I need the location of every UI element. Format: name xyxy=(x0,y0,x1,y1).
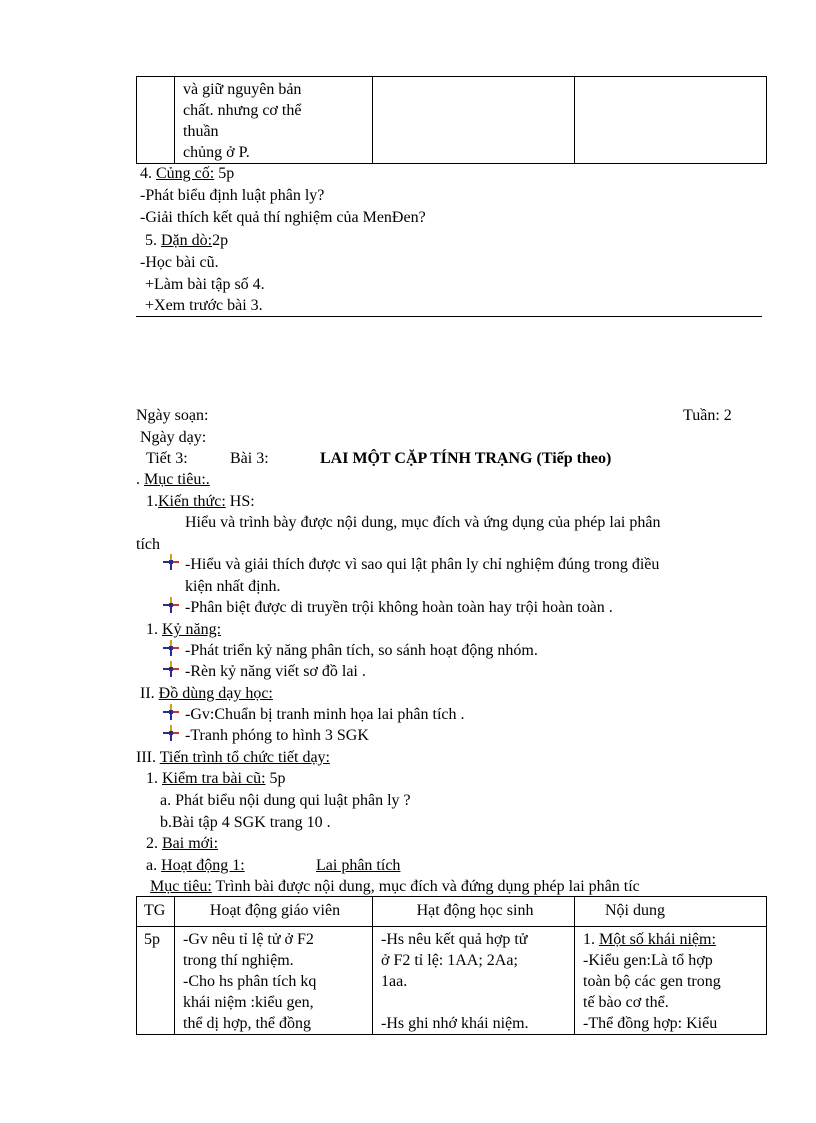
cell-line: khái niệm :kiểu gen, xyxy=(183,994,314,1011)
dando-item: +Xem trước bài 3. xyxy=(145,297,263,314)
check-heading: 1. Kiểm tra bài cũ: 5p xyxy=(146,770,286,787)
cungco-item: -Giải thích kết quả thí nghiệm của MenĐen? xyxy=(140,209,426,226)
skills-bullet: -Rèn kỷ năng viết sơ đồ lai . xyxy=(185,663,366,680)
cell-line: -Thể đồng hợp: Kiểu xyxy=(583,1015,718,1032)
check-item: a. Phát biểu nội dung qui luật phân ly ? xyxy=(160,792,411,809)
activity-heading: a. Hoạt động 1: xyxy=(146,857,245,874)
check-time: 5p xyxy=(269,770,286,787)
knowledge-bullet: -Hiểu và giải thích được vì sao qui lật phân ly chỉ nghiệm đúng trong điều xyxy=(185,556,660,573)
table-cell-content xyxy=(575,927,767,1035)
lesson-title: LAI MỘT CẶP TÍNH TRẠNG (Tiếp theo) xyxy=(320,450,612,467)
section-divider xyxy=(136,316,762,317)
check-item: b.Bài tập 4 SGK trang 10 . xyxy=(160,814,331,831)
table-cell-student xyxy=(373,77,575,164)
dando-item: -Học bài cũ. xyxy=(140,254,219,271)
cell-line: toàn bộ các gen trong xyxy=(583,973,721,990)
content-heading: 1. Một số khái niệm: xyxy=(583,931,716,948)
table-cell-student xyxy=(373,927,575,1035)
cell-gap xyxy=(381,992,569,1013)
tiet-label: Tiết 3: xyxy=(146,450,188,467)
arrow-bullet-icon xyxy=(163,597,179,613)
cell-line: -Hs nêu kết quả hợp tử xyxy=(381,931,528,948)
knowledge-bullet-cont: kiện nhất định. xyxy=(185,578,281,595)
cell-line: -Kiểu gen:Là tổ hợp xyxy=(583,952,713,969)
table-cell-teacher xyxy=(175,77,373,164)
materials-bullet: -Tranh phóng to hình 3 SGK xyxy=(185,727,369,744)
skills-heading: 1. Kỷ năng: xyxy=(146,621,222,638)
cungco-item: -Phát biểu định luật phân ly? xyxy=(140,187,325,204)
cell-line: tế bào cơ thể. xyxy=(583,994,669,1011)
new-lesson-heading: 2. Bai mới: xyxy=(146,835,219,852)
activity-name: Lai phân tích xyxy=(316,857,401,874)
table-cell-time: 5p xyxy=(137,927,175,1035)
cell-line: chủng ở P. xyxy=(183,144,250,161)
table-cell-content xyxy=(575,77,767,164)
knowledge-bullet: -Phân biệt được di truyền trội không hoàn toàn hay trội hoàn toàn . xyxy=(185,599,613,616)
cell-line: trong thí nghiệm. xyxy=(183,952,294,969)
activity-goal-label: Mục tiêu: xyxy=(150,878,212,895)
objectives-heading: . Mục tiêu:. xyxy=(136,471,210,488)
knowledge-title: Kiến thức: xyxy=(158,493,226,510)
lesson-title-suffix: (Tiếp theo) xyxy=(536,450,612,467)
tuan-label: Tuần: 2 xyxy=(683,407,732,424)
cungco-time: 5p xyxy=(218,165,235,182)
cell-line: -Cho hs phân tích kq xyxy=(183,973,317,990)
cell-line: thuần xyxy=(183,123,219,140)
arrow-bullet-icon xyxy=(163,661,179,677)
new-lesson-title: Bai mới: xyxy=(162,835,219,852)
dando-item: +Làm bài tập số 4. xyxy=(145,276,265,293)
arrow-bullet-icon xyxy=(163,640,179,656)
activity-table xyxy=(136,896,767,1035)
activity-goal-text: Trình bài được nội dung, mục đích và đứng dụng phép lai phân tíc xyxy=(211,878,640,895)
dando-heading: 5. Dặn dò:2p xyxy=(145,232,229,249)
cell-line: -Gv nêu tỉ lệ tử ở F2 xyxy=(183,931,314,948)
cungco-heading: 4. Củng cố: 5p xyxy=(140,165,235,182)
arrow-bullet-icon xyxy=(163,725,179,741)
knowledge-intro-cont: tích xyxy=(136,536,160,553)
knowledge-intro: Hiểu và trình bày được nội dung, mục đích và ứng dụng của phép lai phân xyxy=(185,514,661,531)
continuation-table xyxy=(136,76,767,164)
table-header-teacher: Hoạt động giáo viên xyxy=(175,897,373,927)
arrow-bullet-icon xyxy=(163,704,179,720)
cungco-title: Củng cố: xyxy=(156,165,215,182)
check-title: Kiểm tra bài cũ: xyxy=(162,770,266,787)
table-cell-time xyxy=(137,77,175,164)
table-cell-teacher xyxy=(175,927,373,1035)
process-heading: III. Tiến trình tổ chức tiết dạy: xyxy=(136,749,330,766)
cell-line: 1aa. xyxy=(381,973,408,990)
skills-bullet: -Phát triển kỷ năng phân tích, so sánh hoạt động nhóm. xyxy=(185,642,538,659)
table-header-student: Hạt động học sinh xyxy=(373,897,575,927)
table-header-time: TG xyxy=(137,897,175,927)
activity-title: Hoạt động 1: xyxy=(161,857,245,874)
materials-bullet: -Gv:Chuẩn bị tranh minh họa lai phân tích . xyxy=(185,706,465,723)
cell-line: -Hs ghi nhớ khái niệm. xyxy=(381,1015,529,1032)
skills-title: Kỷ năng: xyxy=(162,621,222,638)
cell-line: ở F2 tỉ lệ: 1AA; 2Aa; xyxy=(381,952,518,969)
ngay-soan: Ngày soạn: xyxy=(136,407,209,424)
knowledge-heading: 1.Kiến thức: HS: xyxy=(146,493,255,510)
table-header-content: Nội dung xyxy=(575,897,767,927)
ngay-day: Ngày dạy: xyxy=(140,429,207,446)
cell-line: chất. nhưng cơ thể xyxy=(183,102,302,119)
materials-title: Đồ dùng dạy học: xyxy=(158,685,273,702)
dando-title: Dặn dò: xyxy=(161,232,213,249)
arrow-bullet-icon xyxy=(163,554,179,570)
activity-goal xyxy=(150,876,640,897)
cell-line: và giữ nguyên bản xyxy=(183,81,302,98)
process-title: Tiến trình tổ chức tiết dạy: xyxy=(159,749,330,766)
dando-time: 2p xyxy=(212,232,229,249)
materials-heading: II. Đồ dùng dạy học: xyxy=(140,685,273,702)
bai-label: Bài 3: xyxy=(230,450,269,467)
cell-line: thể dị hợp, thể đồng xyxy=(183,1015,311,1032)
